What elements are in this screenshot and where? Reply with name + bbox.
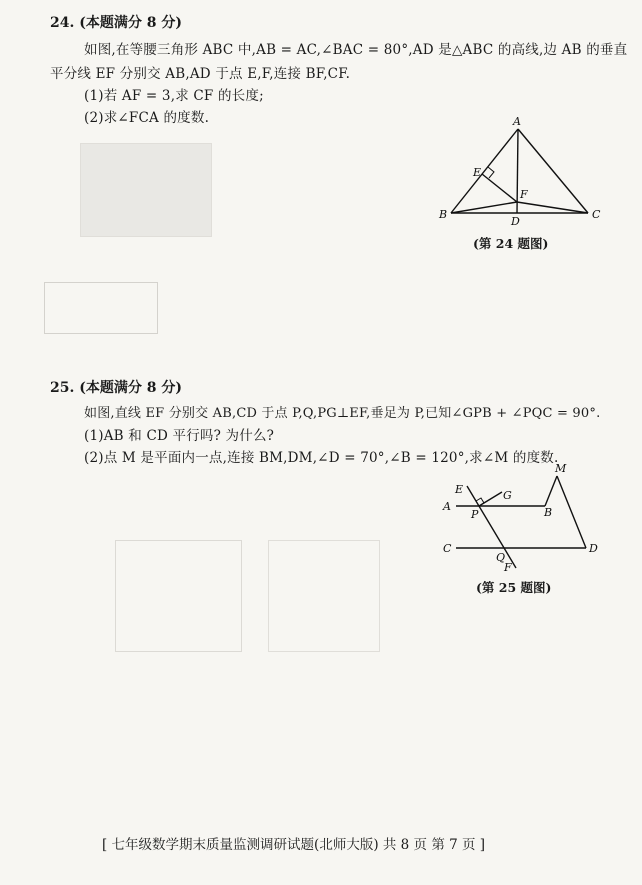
q24-label-f: F [520, 188, 528, 201]
q24-stem-line1: 如图,在等腰三角形 ABC 中,AB = AC,∠BAC = 80°,AD 是△ABC 的高线,边 AB 的垂直 [84, 42, 628, 58]
q24-figure [425, 112, 615, 232]
q25-label-m: M [555, 462, 567, 475]
bleed-through-box-2 [44, 282, 158, 334]
q25-segment-md [557, 476, 586, 548]
q25-segment-pg [479, 492, 502, 506]
q25-stem-line1: 如图,直线 EF 分别交 AB,CD 于点 P,Q,PG⊥EF,垂足为 P,已知∠GPB + ∠PQC = 90°. [84, 406, 601, 421]
q24-label-a: A [513, 115, 521, 128]
q24-right-angle-mark [488, 167, 494, 178]
q25-label-c: C [443, 542, 452, 555]
q24-part1: (1)若 AF = 3,求 CF 的长度; [84, 88, 264, 104]
q25-figure-caption: (第 25 题图) [476, 580, 552, 595]
bleed-through-box-3 [115, 540, 242, 652]
q25-label-p: P [471, 508, 479, 521]
q24-segment-ac [518, 129, 588, 213]
q24-segment-ab [451, 129, 518, 213]
q24-label-d: D [511, 215, 520, 228]
q24-label-e: E [473, 166, 482, 179]
q25-segment-bm [545, 476, 557, 506]
q25-label-b: B [544, 506, 553, 519]
q25-figure [440, 458, 615, 576]
q25-label-g: G [503, 489, 512, 502]
q25-header: 25. (本题满分 8 分) [50, 380, 182, 396]
bleed-through-box-4 [268, 540, 380, 652]
q24-figure-caption: (第 24 题图) [473, 236, 549, 251]
q25-label-q: Q [496, 551, 506, 564]
q25-part1: (1)AB 和 CD 平行吗? 为什么? [84, 428, 275, 444]
page-footer: [ 七年级数学期末质量监测调研试题(北师大版) 共 8 页 第 7 页 ] [102, 837, 486, 853]
q24-segment-bf [451, 202, 517, 213]
q25-label-e: E [455, 483, 464, 496]
q24-bisector-ef [482, 174, 517, 202]
bleed-through-box-1 [80, 143, 212, 237]
q24-segment-cf [517, 202, 588, 213]
q25-part2: (2)点 M 是平面内一点,连接 BM,DM,∠D = 70°,∠B = 120°,求∠M 的度数. [84, 450, 559, 466]
q25-label-f: F [504, 561, 512, 574]
q24-altitude-ad [517, 129, 518, 213]
q24-label-c: C [592, 208, 601, 221]
q25-label-d: D [589, 542, 598, 555]
q24-stem-line2: 平分线 EF 分别交 AB,AD 于点 E,F,连接 BF,CF. [50, 66, 351, 82]
q24-part2: (2)求∠FCA 的度数. [84, 110, 210, 126]
q24-header: 24. (本题满分 8 分) [50, 15, 182, 31]
q25-label-a: A [443, 500, 451, 513]
q24-label-b: B [439, 208, 448, 221]
